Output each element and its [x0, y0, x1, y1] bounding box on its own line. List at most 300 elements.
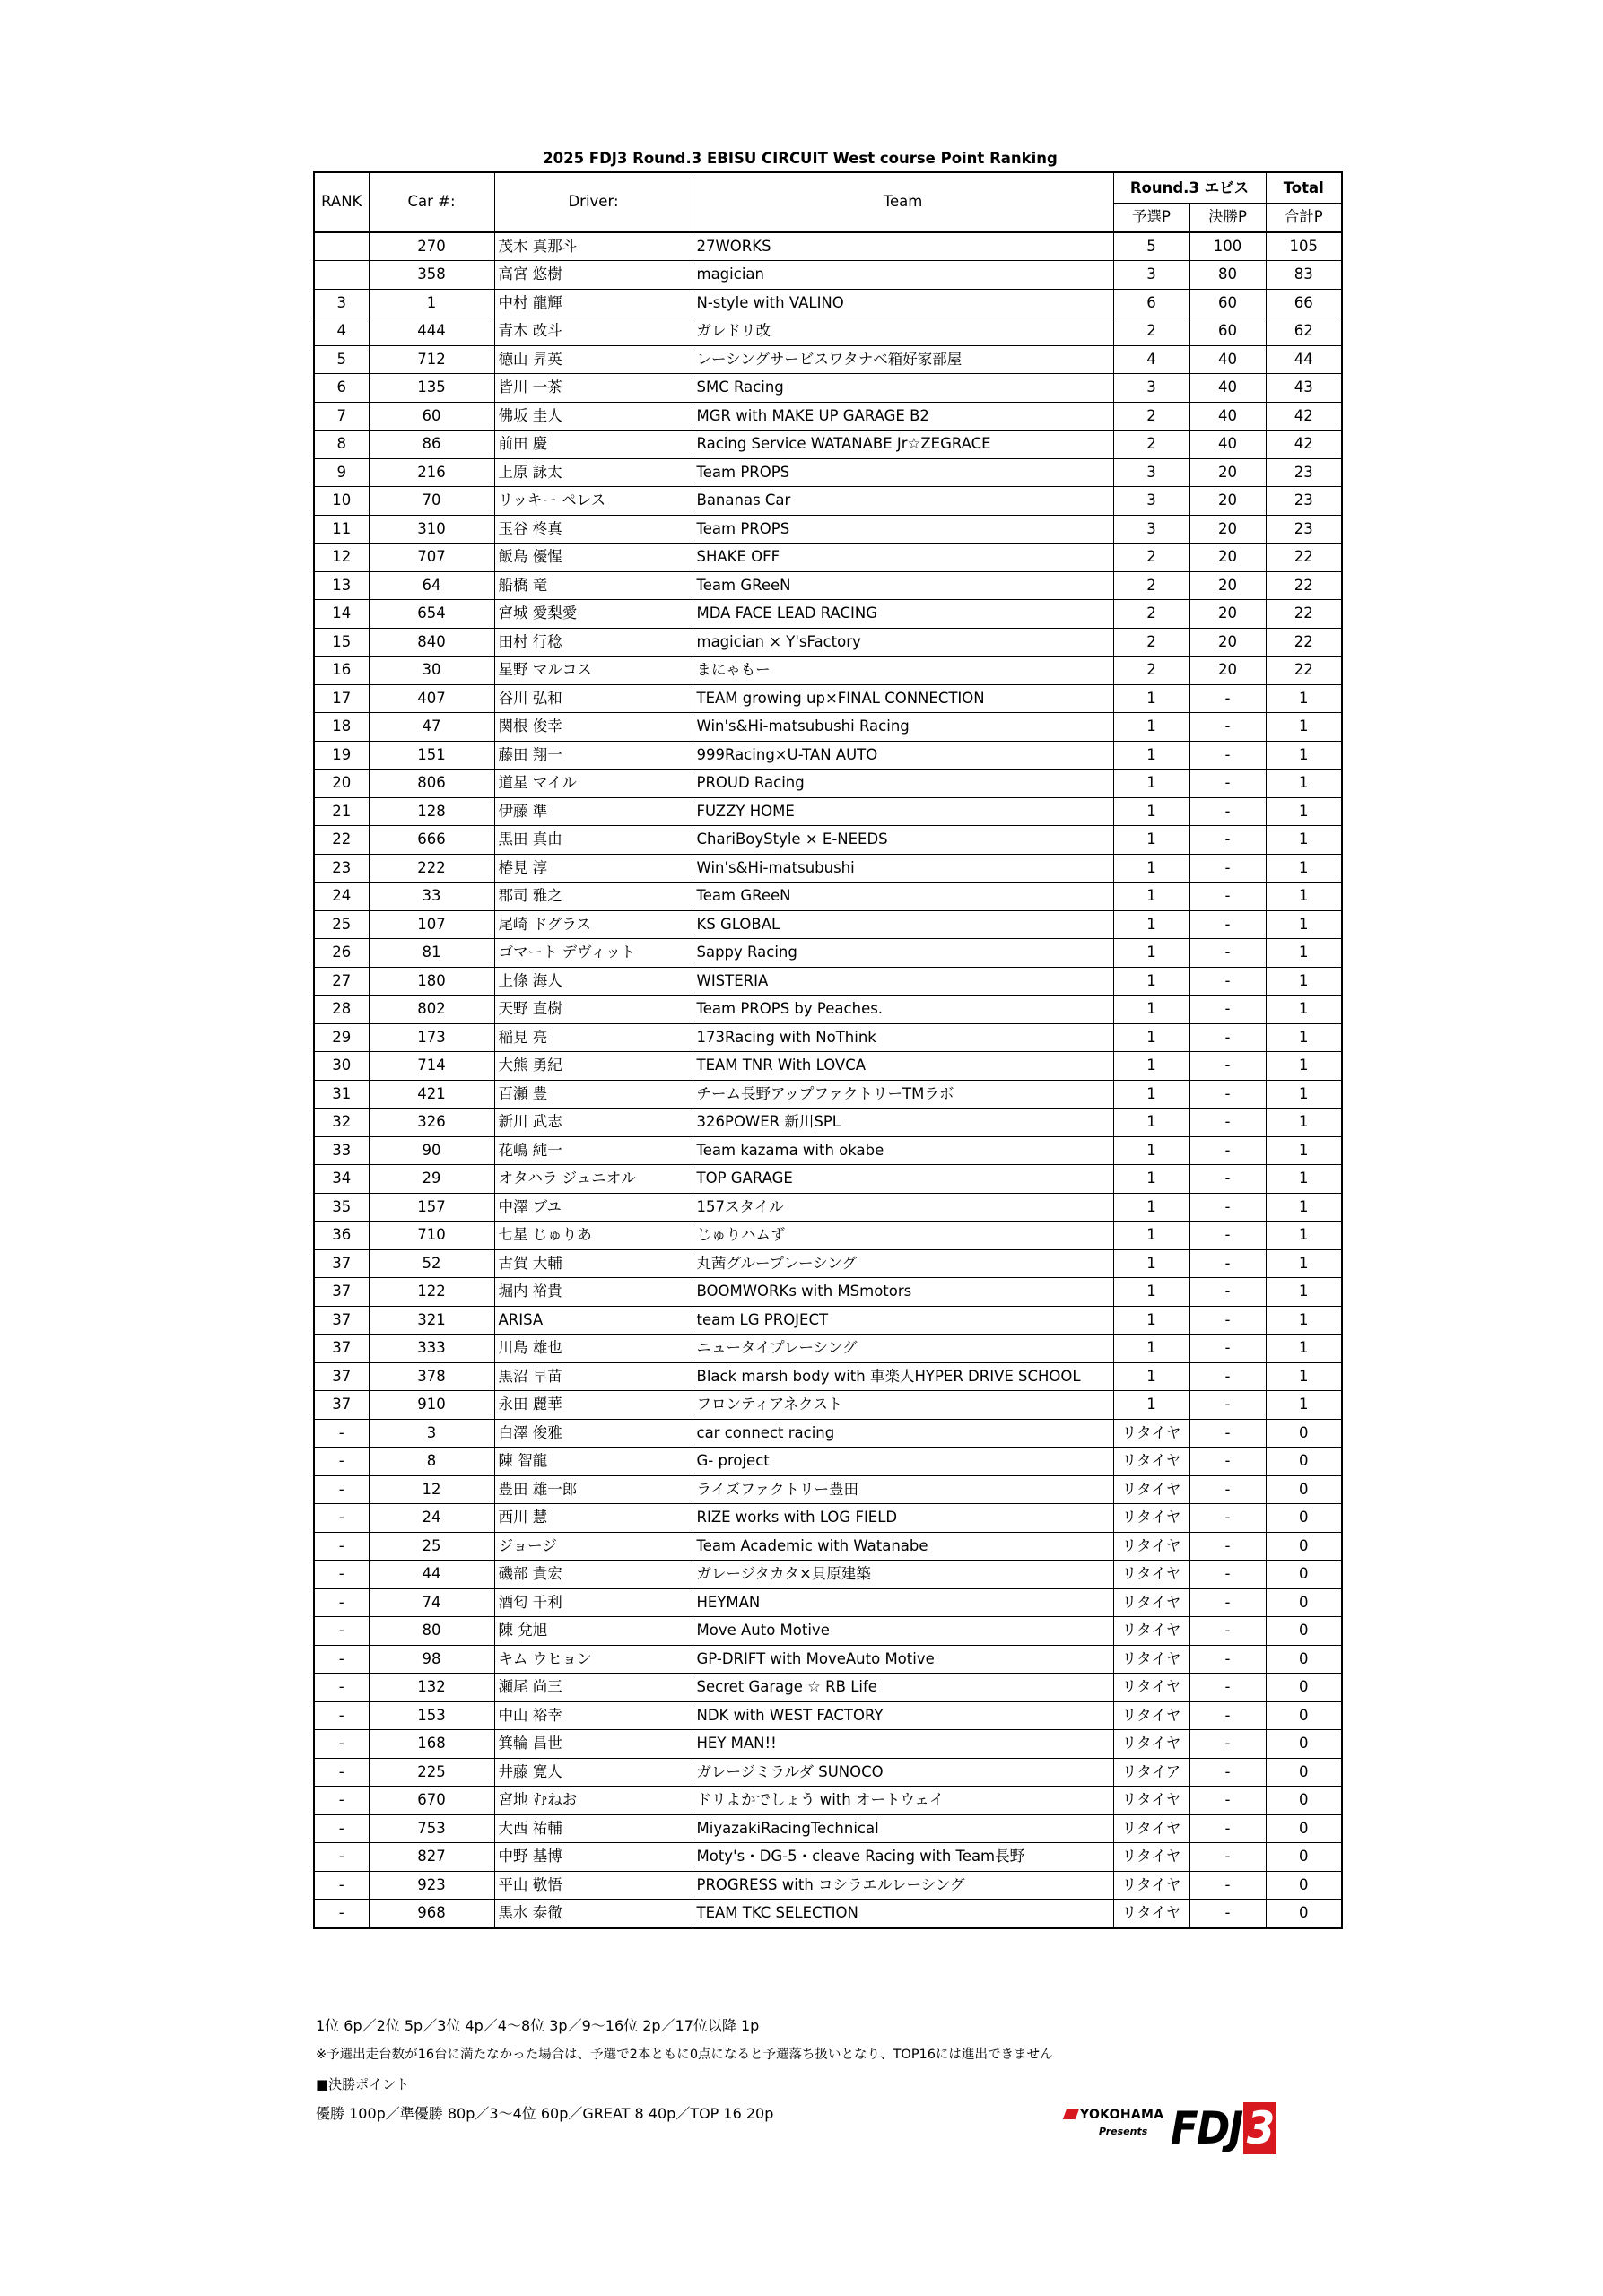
car-number-cell: 80 [369, 1617, 494, 1646]
team-cell: 999Racing×U-TAN AUTO [693, 741, 1113, 770]
final-points-cell: - [1189, 1193, 1266, 1222]
team-cell: BOOMWORKs with MSmotors [693, 1278, 1113, 1307]
total-points-cell: 22 [1266, 600, 1342, 629]
final-points-cell: - [1189, 1362, 1266, 1391]
final-points-cell: - [1189, 1871, 1266, 1900]
qualifying-points-cell: リタイヤ [1113, 1843, 1189, 1872]
car-number-cell: 753 [369, 1814, 494, 1843]
rank-cell: - [314, 1871, 369, 1900]
total-points-cell: 1 [1266, 1080, 1342, 1109]
rank-cell: 31 [314, 1080, 369, 1109]
driver-cell: 中山 裕幸 [494, 1701, 693, 1730]
car-number-cell: 98 [369, 1645, 494, 1674]
final-points-cell: 20 [1189, 600, 1266, 629]
car-number-cell: 8 [369, 1448, 494, 1476]
rank-cell: 24 [314, 883, 369, 911]
table-row [314, 1193, 1342, 1222]
final-points-cell: - [1189, 1306, 1266, 1335]
qualifying-points-cell: 2 [1113, 317, 1189, 346]
total-points-cell: 0 [1266, 1787, 1342, 1815]
car-number-cell: 333 [369, 1335, 494, 1363]
team-cell: Black marsh body with 車楽人HYPER DRIVE SCHOOL [693, 1362, 1113, 1391]
team-cell: ガレージタカタ×貝原建築 [693, 1561, 1113, 1589]
total-points-cell: 1 [1266, 1335, 1342, 1363]
table-row [314, 1843, 1342, 1872]
total-points-cell: 0 [1266, 1504, 1342, 1533]
table-row [314, 883, 1342, 911]
table-row [314, 713, 1342, 742]
car-number-cell: 90 [369, 1136, 494, 1165]
rank-cell: - [314, 1730, 369, 1759]
qualifying-points-cell: 2 [1113, 600, 1189, 629]
final-points-cell: - [1189, 1588, 1266, 1617]
car-number-cell: 47 [369, 713, 494, 742]
car-number-cell: 122 [369, 1278, 494, 1307]
total-points-cell: 1 [1266, 770, 1342, 798]
driver-cell: ARISA [494, 1306, 693, 1335]
table-row [314, 1249, 1342, 1278]
header-qualifying-points: 予選P [1113, 204, 1189, 232]
team-cell: Bananas Car [693, 487, 1113, 516]
qualifying-points-cell: リタイヤ [1113, 1475, 1189, 1504]
table-row [314, 1814, 1342, 1843]
rank-cell: - [314, 1448, 369, 1476]
total-points-cell: 1 [1266, 797, 1342, 826]
rank-cell: 37 [314, 1335, 369, 1363]
team-cell: Moty's・DG-5・cleave Racing with Team長野 [693, 1843, 1113, 1872]
qualifying-points-cell: 6 [1113, 289, 1189, 317]
car-number-cell: 132 [369, 1674, 494, 1702]
final-points-cell: 40 [1189, 374, 1266, 403]
qualifying-points-cell: 2 [1113, 628, 1189, 657]
final-points-cell: - [1189, 1900, 1266, 1928]
driver-cell: 関根 俊幸 [494, 713, 693, 742]
team-cell: Team PROPS [693, 458, 1113, 487]
driver-cell: 徳山 昇英 [494, 345, 693, 374]
presents-label: Presents [1099, 2126, 1148, 2137]
qualifying-points-cell: 1 [1113, 1362, 1189, 1391]
table-row [314, 317, 1342, 346]
total-points-cell: 1 [1266, 967, 1342, 996]
fdj3-logo [1065, 2100, 1276, 2156]
car-number-cell: 802 [369, 996, 494, 1024]
rank-cell: - [314, 1617, 369, 1646]
final-points-cell: - [1189, 1475, 1266, 1504]
final-points-cell: 20 [1189, 544, 1266, 572]
final-points-cell: 40 [1189, 430, 1266, 459]
team-cell: 27WORKS [693, 232, 1113, 261]
final-points-cell: - [1189, 1843, 1266, 1872]
total-points-cell: 22 [1266, 544, 1342, 572]
rank-cell: 11 [314, 515, 369, 544]
qualifying-points-cell: リタイヤ [1113, 1730, 1189, 1759]
driver-cell: 七星 じゅりあ [494, 1222, 693, 1250]
table-row [314, 1532, 1342, 1561]
qualifying-points-note: 1位 6p／2位 5p／3位 4p／4～8位 3p／9～16位 2p／17位以降 1p [316, 2017, 760, 2034]
driver-cell: 佛坂 圭人 [494, 402, 693, 430]
qualifying-points-cell: 3 [1113, 515, 1189, 544]
total-points-cell: 1 [1266, 1023, 1342, 1052]
table-row [314, 458, 1342, 487]
team-cell: 326POWER 新川SPL [693, 1109, 1113, 1137]
qualifying-points-cell: リタイヤ [1113, 1871, 1189, 1900]
qualifying-points-cell: 1 [1113, 1335, 1189, 1363]
fdj-brand [1171, 2100, 1276, 2156]
total-points-cell: 42 [1266, 430, 1342, 459]
total-points-cell: 0 [1266, 1448, 1342, 1476]
header-total-points: 合計P [1266, 204, 1342, 232]
table-row [314, 1758, 1342, 1787]
final-points-cell: - [1189, 1335, 1266, 1363]
car-number-cell: 225 [369, 1758, 494, 1787]
driver-cell: 黒水 泰徹 [494, 1900, 693, 1928]
rank-cell: 29 [314, 1023, 369, 1052]
team-cell: 173Racing with NoThink [693, 1023, 1113, 1052]
final-points-cell: - [1189, 939, 1266, 968]
total-points-cell: 0 [1266, 1532, 1342, 1561]
rank-cell: 8 [314, 430, 369, 459]
qualifying-points-cell: 1 [1113, 1249, 1189, 1278]
total-points-cell: 1 [1266, 1109, 1342, 1137]
rank-cell: 13 [314, 571, 369, 600]
rank-cell: 5 [314, 345, 369, 374]
driver-cell: 宮地 むねお [494, 1787, 693, 1815]
driver-cell: 新川 武志 [494, 1109, 693, 1137]
car-number-cell: 421 [369, 1080, 494, 1109]
rank-cell: 37 [314, 1278, 369, 1307]
header-car: Car #: [369, 172, 494, 232]
rank-cell: 21 [314, 797, 369, 826]
final-points-cell: - [1189, 1080, 1266, 1109]
final-points-cell: 20 [1189, 458, 1266, 487]
car-number-cell: 654 [369, 600, 494, 629]
driver-cell: 大熊 勇紀 [494, 1052, 693, 1081]
total-points-cell: 83 [1266, 261, 1342, 290]
car-number-cell: 44 [369, 1561, 494, 1589]
car-number-cell: 29 [369, 1165, 494, 1194]
final-points-cell: - [1189, 1617, 1266, 1646]
table-row [314, 600, 1342, 629]
table-row [314, 1136, 1342, 1165]
total-points-cell: 0 [1266, 1645, 1342, 1674]
qualifying-points-cell: リタイヤ [1113, 1787, 1189, 1815]
team-cell: Sappy Racing [693, 939, 1113, 968]
final-points-note: 優勝 100p／準優勝 80p／3～4位 60p／GREAT 8 40p／TOP 16 20p [316, 2105, 774, 2122]
table-row [314, 1871, 1342, 1900]
rank-cell: 12 [314, 544, 369, 572]
total-points-cell: 1 [1266, 741, 1342, 770]
team-cell: じゅりハムず [693, 1222, 1113, 1250]
qualifying-points-cell: 1 [1113, 826, 1189, 855]
rank-cell [314, 232, 369, 261]
table-row [314, 345, 1342, 374]
qualifying-points-cell: 1 [1113, 1306, 1189, 1335]
qualifying-points-cell: 1 [1113, 996, 1189, 1024]
rank-cell: 14 [314, 600, 369, 629]
qualifying-points-cell: 2 [1113, 402, 1189, 430]
total-points-cell: 1 [1266, 1391, 1342, 1420]
total-points-cell: 0 [1266, 1900, 1342, 1928]
rank-cell: - [314, 1674, 369, 1702]
brand-text: FDJ [1171, 2102, 1242, 2154]
rank-cell: 15 [314, 628, 369, 657]
table-row [314, 1448, 1342, 1476]
table-row [314, 1645, 1342, 1674]
qualifying-points-cell: 1 [1113, 684, 1189, 713]
total-points-cell: 22 [1266, 657, 1342, 685]
header-total: Total [1266, 172, 1342, 204]
car-number-cell: 128 [369, 797, 494, 826]
driver-cell: 花嶋 純一 [494, 1136, 693, 1165]
rank-cell: - [314, 1588, 369, 1617]
table-row [314, 1109, 1342, 1137]
final-points-cell: 20 [1189, 515, 1266, 544]
car-number-cell: 153 [369, 1701, 494, 1730]
rank-cell: 3 [314, 289, 369, 317]
driver-cell: 上原 詠太 [494, 458, 693, 487]
car-number-cell: 25 [369, 1532, 494, 1561]
rank-cell: 17 [314, 684, 369, 713]
total-points-cell: 1 [1266, 1193, 1342, 1222]
qualifying-points-cell: 1 [1113, 910, 1189, 939]
table-row [314, 1730, 1342, 1759]
rank-cell: 34 [314, 1165, 369, 1194]
table-row [314, 1222, 1342, 1250]
header-rank: RANK [314, 172, 369, 232]
total-points-cell: 62 [1266, 317, 1342, 346]
rank-cell: 20 [314, 770, 369, 798]
qualifying-points-cell: 1 [1113, 770, 1189, 798]
team-cell: チーム長野アップファクトリーTMラボ [693, 1080, 1113, 1109]
team-cell: SHAKE OFF [693, 544, 1113, 572]
table-row [314, 1306, 1342, 1335]
rank-cell: 36 [314, 1222, 369, 1250]
driver-cell: 皆川 一茶 [494, 374, 693, 403]
car-number-cell: 81 [369, 939, 494, 968]
driver-cell: 酒匂 千利 [494, 1588, 693, 1617]
table-row [314, 374, 1342, 403]
qualifying-points-cell: 3 [1113, 487, 1189, 516]
header-round: Round.3 エビス [1113, 172, 1266, 204]
car-number-cell: 310 [369, 515, 494, 544]
total-points-cell: 0 [1266, 1561, 1342, 1589]
driver-cell: 稲見 亮 [494, 1023, 693, 1052]
team-cell: Team kazama with okabe [693, 1136, 1113, 1165]
car-number-cell: 666 [369, 826, 494, 855]
driver-cell: 黒沼 早苗 [494, 1362, 693, 1391]
team-cell: team LG PROJECT [693, 1306, 1113, 1335]
driver-cell: ジョージ [494, 1532, 693, 1561]
driver-cell: ゴマート デヴィット [494, 939, 693, 968]
rank-cell: 30 [314, 1052, 369, 1081]
final-points-cell: - [1189, 1419, 1266, 1448]
team-cell: MDA FACE LEAD RACING [693, 600, 1113, 629]
table-row [314, 1617, 1342, 1646]
total-points-cell: 1 [1266, 1222, 1342, 1250]
final-points-cell: - [1189, 741, 1266, 770]
rank-cell: - [314, 1701, 369, 1730]
qualifying-points-cell: リタイヤ [1113, 1419, 1189, 1448]
final-points-cell: - [1189, 1448, 1266, 1476]
qualifying-points-cell: 2 [1113, 544, 1189, 572]
total-points-cell: 1 [1266, 1052, 1342, 1081]
qualifying-points-cell: 1 [1113, 1278, 1189, 1307]
driver-cell: 中野 基博 [494, 1843, 693, 1872]
table-row [314, 910, 1342, 939]
rank-cell: 26 [314, 939, 369, 968]
driver-cell: 田村 行稔 [494, 628, 693, 657]
car-number-cell: 444 [369, 317, 494, 346]
total-points-cell: 1 [1266, 854, 1342, 883]
team-cell: GP-DRIFT with MoveAuto Motive [693, 1645, 1113, 1674]
team-cell: Win's&Hi-matsubushi Racing [693, 713, 1113, 742]
final-points-heading: ■決勝ポイント [316, 2076, 410, 2092]
team-cell: TEAM growing up×FINAL CONNECTION [693, 684, 1113, 713]
final-points-cell: - [1189, 1391, 1266, 1420]
final-points-cell: - [1189, 770, 1266, 798]
table-row [314, 939, 1342, 968]
team-cell: PROUD Racing [693, 770, 1113, 798]
qualifying-points-cell: 3 [1113, 374, 1189, 403]
qualifying-points-cell: 1 [1113, 741, 1189, 770]
driver-cell: 陳 智龍 [494, 1448, 693, 1476]
final-points-cell: - [1189, 996, 1266, 1024]
rank-cell: 19 [314, 741, 369, 770]
car-number-cell: 3 [369, 1419, 494, 1448]
team-cell: Team PROPS [693, 515, 1113, 544]
car-number-cell: 60 [369, 402, 494, 430]
driver-cell: 平山 敬悟 [494, 1871, 693, 1900]
qualifying-points-cell: 3 [1113, 458, 1189, 487]
team-cell: 丸茜グループレーシング [693, 1249, 1113, 1278]
car-number-cell: 910 [369, 1391, 494, 1420]
car-number-cell: 270 [369, 232, 494, 261]
driver-cell: 中村 龍輝 [494, 289, 693, 317]
team-cell: フロンティアネクスト [693, 1391, 1113, 1420]
table-row [314, 1674, 1342, 1702]
qualifying-points-cell: 1 [1113, 854, 1189, 883]
team-cell: Team GReeN [693, 571, 1113, 600]
team-cell: FUZZY HOME [693, 797, 1113, 826]
table-row [314, 967, 1342, 996]
table-row [314, 1561, 1342, 1589]
table-row [314, 515, 1342, 544]
team-cell: NDK with WEST FACTORY [693, 1701, 1113, 1730]
team-cell: SMC Racing [693, 374, 1113, 403]
driver-cell: 郡司 雅之 [494, 883, 693, 911]
rank-cell: - [314, 1814, 369, 1843]
driver-cell: 前田 慶 [494, 430, 693, 459]
table-row [314, 854, 1342, 883]
final-points-cell: 20 [1189, 628, 1266, 657]
car-number-cell: 923 [369, 1871, 494, 1900]
final-points-cell: - [1189, 910, 1266, 939]
qualifying-points-cell: 1 [1113, 797, 1189, 826]
table-row [314, 1080, 1342, 1109]
page-title: 2025 FDJ3 Round.3 EBISU CIRCUIT West course Point Ranking [543, 150, 1058, 167]
final-points-cell: - [1189, 826, 1266, 855]
final-points-cell: 100 [1189, 232, 1266, 261]
car-number-cell: 358 [369, 261, 494, 290]
table-row [314, 261, 1342, 290]
table-row [314, 1419, 1342, 1448]
qualifying-points-cell: 1 [1113, 883, 1189, 911]
team-cell: magician [693, 261, 1113, 290]
rank-cell: 28 [314, 996, 369, 1024]
driver-cell: 椿見 淳 [494, 854, 693, 883]
final-points-cell: 60 [1189, 289, 1266, 317]
car-number-cell: 70 [369, 487, 494, 516]
final-points-cell: 40 [1189, 345, 1266, 374]
rank-cell: 4 [314, 317, 369, 346]
total-points-cell: 0 [1266, 1588, 1342, 1617]
rank-cell: 23 [314, 854, 369, 883]
final-points-cell: - [1189, 883, 1266, 911]
team-cell: ガレドリ改 [693, 317, 1113, 346]
rank-cell: 37 [314, 1391, 369, 1420]
qualifying-points-cell: 5 [1113, 232, 1189, 261]
car-number-cell: 173 [369, 1023, 494, 1052]
final-points-cell: 60 [1189, 317, 1266, 346]
rank-cell: 37 [314, 1249, 369, 1278]
qualifying-points-cell: リタイヤ [1113, 1674, 1189, 1702]
team-cell: WISTERIA [693, 967, 1113, 996]
team-cell: MGR with MAKE UP GARAGE B2 [693, 402, 1113, 430]
total-points-cell: 0 [1266, 1843, 1342, 1872]
car-number-cell: 707 [369, 544, 494, 572]
table-row [314, 1391, 1342, 1420]
rank-cell [314, 261, 369, 290]
table-row [314, 1475, 1342, 1504]
qualifying-points-cell: リタイヤ [1113, 1617, 1189, 1646]
qualifying-points-cell: 1 [1113, 1080, 1189, 1109]
car-number-cell: 806 [369, 770, 494, 798]
table-row [314, 770, 1342, 798]
rank-cell: - [314, 1561, 369, 1589]
table-row [314, 1900, 1342, 1928]
team-cell: 157スタイル [693, 1193, 1113, 1222]
team-cell: ニュータイプレーシング [693, 1335, 1113, 1363]
qualifying-points-cell: 1 [1113, 939, 1189, 968]
rank-cell: 37 [314, 1306, 369, 1335]
ranking-rows [314, 232, 1342, 1928]
header-final-points: 決勝P [1189, 204, 1266, 232]
total-points-cell: 0 [1266, 1475, 1342, 1504]
table-row [314, 684, 1342, 713]
car-number-cell: 24 [369, 1504, 494, 1533]
final-points-cell: 20 [1189, 571, 1266, 600]
team-cell: magician × Y'sFactory [693, 628, 1113, 657]
car-number-cell: 827 [369, 1843, 494, 1872]
rank-cell: 32 [314, 1109, 369, 1137]
rank-cell: 6 [314, 374, 369, 403]
car-number-cell: 840 [369, 628, 494, 657]
car-number-cell: 670 [369, 1787, 494, 1815]
rank-cell: 33 [314, 1136, 369, 1165]
team-cell: Move Auto Motive [693, 1617, 1113, 1646]
qualifying-points-cell: 1 [1113, 1136, 1189, 1165]
driver-cell: 陳 兌旭 [494, 1617, 693, 1646]
driver-cell: 白澤 俊雅 [494, 1419, 693, 1448]
car-number-cell: 321 [369, 1306, 494, 1335]
total-points-cell: 43 [1266, 374, 1342, 403]
table-row [314, 996, 1342, 1024]
total-points-cell: 1 [1266, 713, 1342, 742]
final-points-cell: - [1189, 1758, 1266, 1787]
car-number-cell: 180 [369, 967, 494, 996]
car-number-cell: 714 [369, 1052, 494, 1081]
final-points-cell: - [1189, 1532, 1266, 1561]
